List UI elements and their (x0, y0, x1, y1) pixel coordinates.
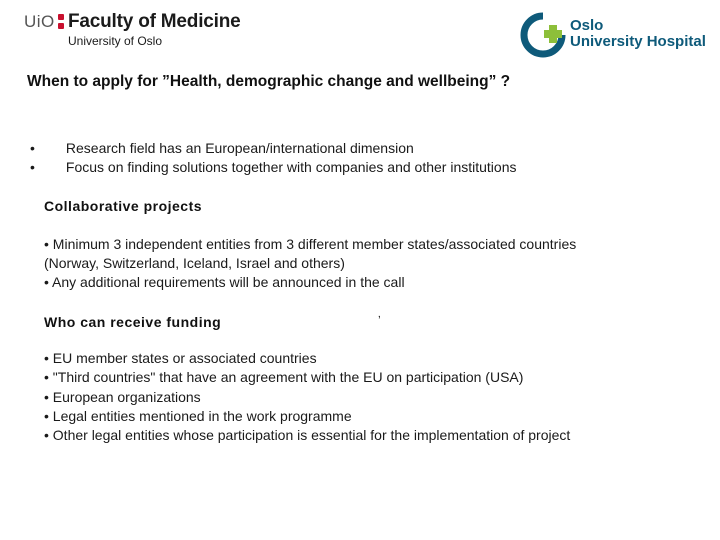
bullet: • (30, 140, 35, 156)
funding-heading: Who can receive funding (44, 314, 222, 330)
funding-item: • EU member states or associated countries (44, 350, 317, 366)
collab-item-1-line-2: (Norway, Switzerland, Iceland, Israel and others) (44, 255, 345, 271)
page-title: When to apply for ”Health, demographic change and wellbeing” ? (27, 73, 511, 90)
uio-seal-icon (58, 14, 64, 30)
uio-mark: UiO (24, 12, 55, 31)
stray-mark: ‚ (378, 306, 381, 320)
funding-item: • Other legal entities whose participation is essential for the implementation of project (44, 427, 571, 443)
funding-item: • "Third countries" that have an agreement with the EU on participation (USA) (44, 369, 524, 385)
collab-item-2: • Any additional requirements will be announced in the call (44, 274, 405, 290)
funding-item: • European organizations (44, 389, 201, 405)
collab-item-1-line-1: • Minimum 3 independent entities from 3 different member states/associated countries (44, 236, 577, 252)
hospital-cross-icon (520, 12, 566, 58)
hospital-name-line1: Oslo (570, 17, 604, 34)
list-item (30, 159, 517, 175)
university-name: University of Oslo (68, 34, 163, 48)
funding-item: • Legal entities mentioned in the work programme (44, 408, 352, 424)
list-item (30, 140, 414, 156)
bullet: • (30, 159, 35, 175)
hospital-name-line2: University Hospital (570, 33, 706, 50)
list-item-text: Focus on finding solutions together with companies and other institutions (65, 159, 517, 175)
collab-heading: Collaborative projects (44, 198, 203, 214)
faculty-name: Faculty of Medicine (68, 11, 241, 32)
list-item-text: Research field has an European/international dimension (65, 140, 414, 156)
